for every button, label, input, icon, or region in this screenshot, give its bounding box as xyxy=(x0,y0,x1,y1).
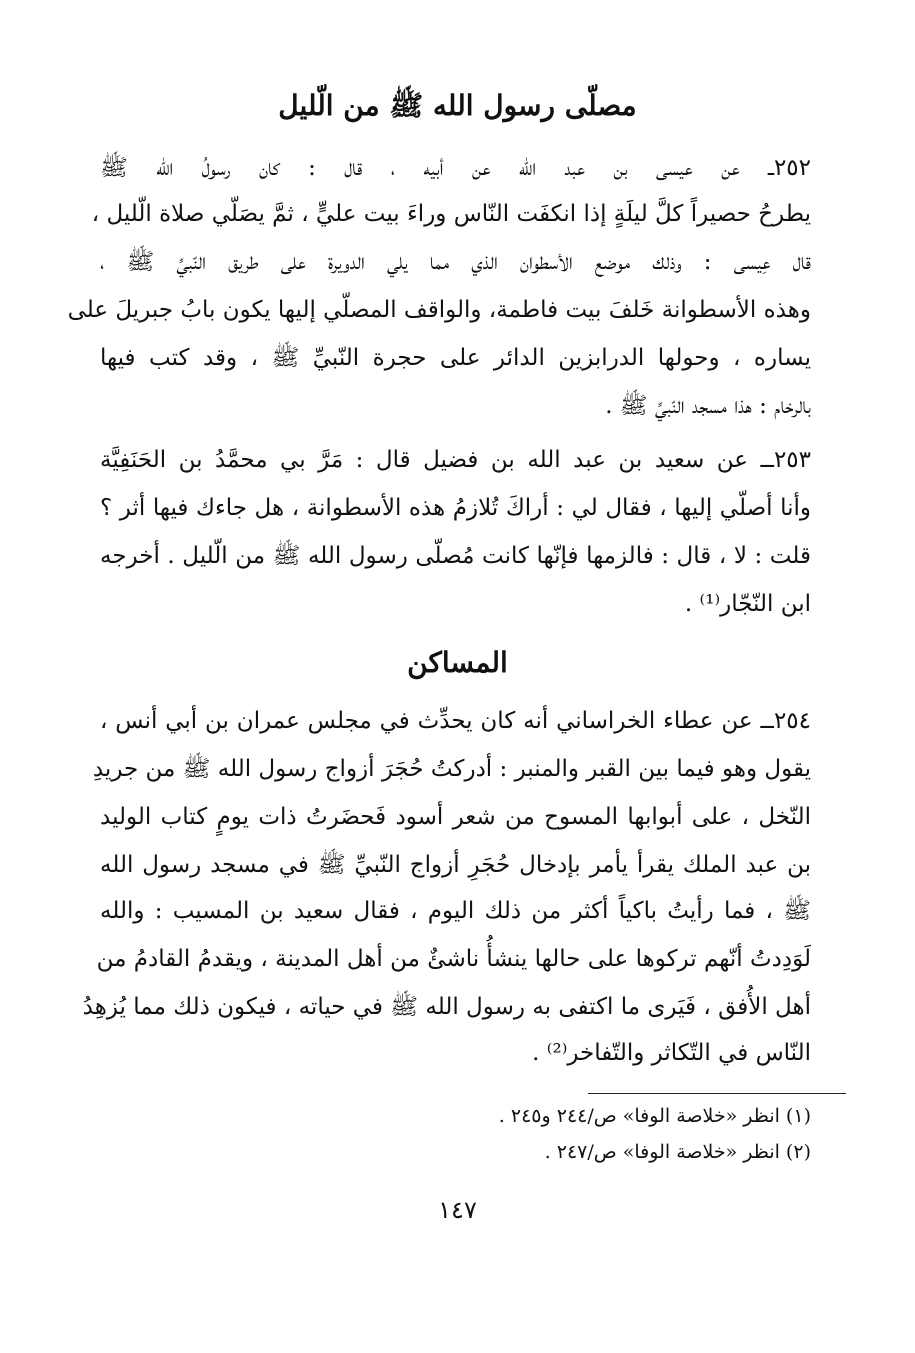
text-line: لَوَدِدتُ أنّهم تركوها على حالها ينشأُ ناشئٌ من أهل المدينة ، ويقدمُ القادمُ من xyxy=(96,946,811,972)
text-line: النّاس في التّكاثر والتّفاخر⁽²⁾ . xyxy=(532,1040,811,1066)
page-number: ١٤٧ xyxy=(438,1196,477,1224)
text-line: ﷺ ، فما رأيتُ باكياً أكثر من ذلك اليوم ، فقال سعيد بن المسيب : والله xyxy=(100,898,811,924)
text-line: وأنا أصلّي إليها ، فقال لي : أراكَ تُلازمُ هذه الأسطوانة ، هل جاءك فيها أثر ؟ xyxy=(100,495,811,521)
text-line: بن عبد الملك يقرأ يأمر بإدخال حُجَرِ أزواج النّبيِّ ﷺ في مسجد رسول الله xyxy=(100,852,811,878)
text-line: قلت : لا ، قال : فالزمها فإنّها كانت مُصلّى رسول الله ﷺ من الّليل . أخرجه xyxy=(100,543,811,569)
text-line: قال عِيسى : وذلك موضع الأسطوان الذي مما يلي الدويرة على طريق النّبيِّ ﷺ ، xyxy=(100,249,811,275)
text-line: يطرحُ حصيراً كلَّ ليلَةٍ إذا انكفَت النّاس وراءَ بيت عليٍّ ، ثمَّ يصَلّي صلاة الّليل ، xyxy=(91,201,811,227)
text-line: ٢٥٢ــ عن عيسى بن عبد الله عن أبيه ، قال : كان رسولُ الله ﷺ xyxy=(100,155,811,181)
footnote: (١) انظر «خلاصة الوفا» ص/٢٤٤ و٢٤٥ . xyxy=(498,1105,811,1127)
text-line: وهذه الأسطوانة خَلفَ بيت فاطمة، والواقف المصلّي إليها يكون بابُ جبريلَ على xyxy=(67,297,811,323)
text-line: النّخل ، على أبوابها المسوح من شعر أسود فَحضَرتُ ذات يومٍ كتاب الوليد xyxy=(100,804,811,830)
footnote-divider xyxy=(588,1093,846,1094)
text-line: ٢٥٤ــ عن عطاء الخراساني أنه كان يحدِّث في مجلس عمران بن أبي أنس ، xyxy=(100,708,811,734)
text-line: ٢٥٣ــ عن سعيد بن عبد الله بن فضيل قال : مَرَّ بي محمَّدُ بن الحَنَفِيَّة xyxy=(100,447,811,473)
text-line: ابن النّجّار⁽¹⁾ . xyxy=(684,591,811,617)
text-line: يساره ، وحولها الدرابزين الدائر على حجرة النّبيِّ ﷺ ، وقد كتب فيها xyxy=(100,345,811,371)
text-line: يقول وهو فيما بين القبر والمنبر : أدركتُ حُجَرَ أزواج رسول الله ﷺ من جريدِ xyxy=(92,756,811,782)
footnote: (٢) انظر «خلاصة الوفا» ص/٢٤٧ . xyxy=(544,1141,811,1163)
text-line: بالرخام : هذا مسجد النّبيِّ ﷺ . xyxy=(605,393,811,419)
text-line: أهل الأُفق ، فَيَرى ما اكتفى به رسول الله ﷺ في حياته ، فيكون ذلك مما يُزهِدُ xyxy=(82,994,811,1020)
section-heading-prayer-place: مصلّى رسول الله ﷺ من الّليل xyxy=(278,89,637,122)
section-heading-dwellings: المساكن xyxy=(407,646,508,679)
